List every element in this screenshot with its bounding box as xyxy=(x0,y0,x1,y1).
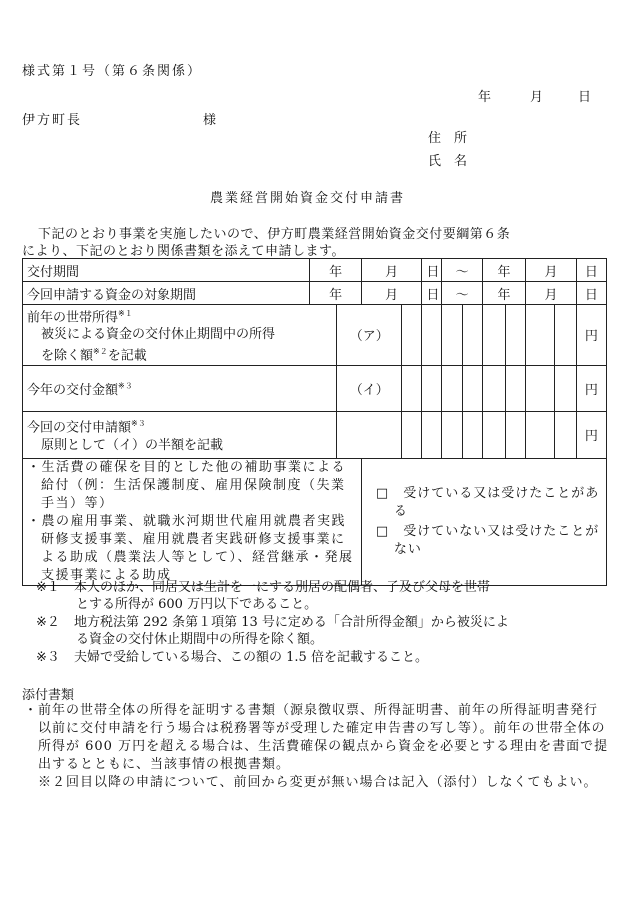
digit-cell[interactable] xyxy=(422,305,442,366)
addressee-name: 伊方町長 xyxy=(22,113,83,128)
digit-cell[interactable] xyxy=(442,411,462,458)
digit-cell[interactable] xyxy=(526,365,555,411)
digit-cell[interactable] xyxy=(462,411,482,458)
document-title: 農業経営開始資金交付申請書 xyxy=(210,191,406,206)
digit-cell[interactable] xyxy=(442,365,462,411)
target-period-tilde: ～ xyxy=(442,282,482,305)
digit-cell[interactable] xyxy=(555,411,576,458)
digit-cell[interactable] xyxy=(506,411,526,458)
grant-period-day-2[interactable]: 日 xyxy=(576,259,606,282)
target-period-year-2[interactable]: 年 xyxy=(482,282,526,305)
digit-cell[interactable] xyxy=(462,305,482,366)
digit-cell[interactable] xyxy=(482,365,505,411)
note-1: ※１ 本人のほか、同居又は生計を一にする別居の配偶者、子及び父母を世帯 とする所得が 600 万円以下であること。 xyxy=(36,580,491,612)
date-month: 月 xyxy=(530,90,544,105)
yen-unit: 円 xyxy=(576,365,606,411)
address-label: 住 所 xyxy=(428,131,468,146)
date-year: 年 xyxy=(478,90,492,105)
digit-cell[interactable] xyxy=(402,411,422,458)
target-period-label: 今回申請する資金の対象期間 xyxy=(23,282,310,305)
table-row xyxy=(23,458,607,585)
digit-cell[interactable] xyxy=(482,305,505,366)
digit-cell[interactable] xyxy=(526,305,555,366)
form-number: 様式第１号（第６条関係） xyxy=(22,64,203,79)
date-day: 日 xyxy=(578,90,592,105)
digit-cell[interactable] xyxy=(422,411,442,458)
intro-line-1: 下記のとおり事業を実施したいので、伊方町農業経営開始資金交付要綱第６条 xyxy=(38,227,511,242)
target-period-month-1[interactable]: 月 xyxy=(361,282,421,305)
attachment-note: ※２回目以降の申請について、前回から変更が無い場合は記入（添付）しなくてもよい。 xyxy=(38,775,598,790)
grant-period-year-1[interactable]: 年 xyxy=(310,259,361,282)
digit-cell[interactable] xyxy=(526,411,555,458)
table-row xyxy=(23,305,607,366)
mark-empty xyxy=(337,411,402,458)
digit-cell[interactable] xyxy=(482,411,505,458)
mark-a: （ア） xyxy=(337,305,402,366)
digit-cell[interactable] xyxy=(555,365,576,411)
digit-cell[interactable] xyxy=(462,365,482,411)
yen-unit: 円 xyxy=(576,305,606,366)
choice-not-received[interactable]: □ 受けていない又は受けたことがない xyxy=(375,523,600,557)
digit-cell[interactable] xyxy=(442,305,462,366)
note-2: ※２ 地方税法第 292 条第１項第 13 号に定める「合計所得金額」から被災によ る資金の交付休止期間中の所得を除く額。 xyxy=(36,615,509,647)
yen-unit: 円 xyxy=(576,411,606,458)
prior-income-label: 前年の世帯所得$^{※1}$ 被災による資金の交付休止期間中の所得 を除く額$^{※2}$を記載 xyxy=(23,305,337,366)
table-row xyxy=(23,282,607,305)
grant-period-year-2[interactable]: 年 xyxy=(482,259,526,282)
digit-cell[interactable] xyxy=(506,365,526,411)
other-support-list: ・生活費の確保を目的とした他の補助事業による給付（例：生活保護制度、雇用保険制度（失業手当）等） ・農の雇用事業、就職氷河期世代雇用就農者実践研修支援事業、雇用就農者実践研修支援事業による助成（農業法人等として）、経営継承・発展支援事業による助成 xyxy=(23,458,362,585)
target-period-month-2[interactable]: 月 xyxy=(526,282,576,305)
grant-period-day-1[interactable]: 日 xyxy=(422,259,442,282)
digit-cell[interactable] xyxy=(506,305,526,366)
support-choices xyxy=(361,458,606,585)
application-table xyxy=(22,258,607,586)
target-period-day-2[interactable]: 日 xyxy=(576,282,606,305)
digit-cell[interactable] xyxy=(555,305,576,366)
current-grant-label: 今年の交付金額$^{※3}$ xyxy=(23,365,337,411)
grant-period-label: 交付期間 xyxy=(23,259,310,282)
digit-cell[interactable] xyxy=(402,305,422,366)
intro-line-2: により、下記のとおり関係書類を添えて申請します。 xyxy=(22,244,345,259)
target-period-day-1[interactable]: 日 xyxy=(422,282,442,305)
attachment-item: ・前年の世帯全体の所得を証明する書類（源泉徴収票、所得証明書、前年の所得証明書発行以前に交付申請を行う場合は税務署等が受理した確定申告書の写し等）。前年の世帯全体の所得が 600 万円を超える場合は、生活費確保の観点から資金を必要とする理由を書面で提出するとともに、当該事情の根拠書類。 xyxy=(24,703,609,772)
table-row xyxy=(23,411,607,458)
table-row xyxy=(23,259,607,282)
name-label: 氏 名 xyxy=(428,154,468,169)
mark-i: （イ） xyxy=(337,365,402,411)
note-3: ※３ 夫婦で受給している場合、この額の 1.5 倍を記載すること。 xyxy=(36,650,428,665)
request-amount-label: 今回の交付申請額$^{※3}$ 原則として（イ）の半額を記載 xyxy=(23,411,337,458)
addressee-honorific: 様 xyxy=(203,113,217,128)
grant-period-month-1[interactable]: 月 xyxy=(361,259,421,282)
choice-received[interactable]: □ 受けている又は受けたことがある xyxy=(375,485,600,519)
grant-period-month-2[interactable]: 月 xyxy=(526,259,576,282)
digit-cell[interactable] xyxy=(422,365,442,411)
table-row xyxy=(23,365,607,411)
grant-period-tilde: ～ xyxy=(442,259,482,282)
attachments-heading: 添付書類 xyxy=(22,688,75,703)
digit-cell[interactable] xyxy=(402,365,422,411)
target-period-year-1[interactable]: 年 xyxy=(310,282,361,305)
attachments-list xyxy=(22,702,610,792)
